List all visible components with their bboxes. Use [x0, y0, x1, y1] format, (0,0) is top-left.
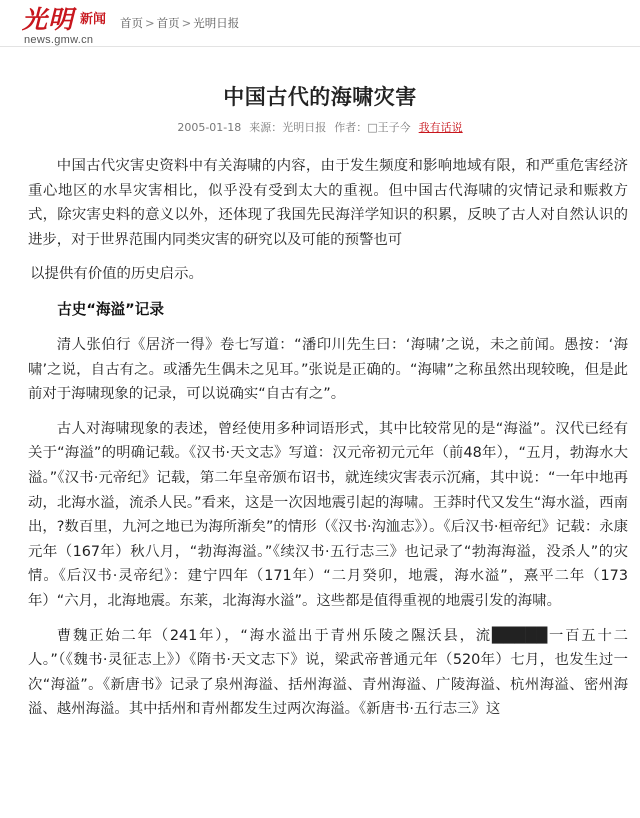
logo-url: news.gmw.cn [24, 34, 94, 46]
breadcrumb-home-1[interactable]: 首页 [120, 16, 143, 30]
site-logo[interactable] [22, 6, 132, 46]
paragraph-intro: 中国古代灾害史资料中有关海啸的内容，由于发生频度和影响地域有限，和严重危害经济重心地区的水旱灾害相比，似乎没有受到太大的重视。但中国古代海啸的灾情记录和赈救方式，除灾害史料的意义以外，还体现了我国先民海洋学知识的积累，反映了古人对自然认识的进步，对于世界范围内同类灾害的研究以及可能的预警也可 [28, 158, 628, 248]
article-title: 中国古代的海啸灾害 [223, 85, 417, 110]
article-source: 来源：光明日报 [249, 121, 327, 134]
paragraph-section-3: 曹魏正始二年（241年），“海水溢出于青州乐陵之隰沃县，流█████一百五十二人。”（《魏书·灵征志上》）《隋书·天文志下》说，梁武帝普通元年（520年）七月，也发生过一次“海溢”。《新唐书》记录了泉州海溢、括州海溢、青州海溢、广陵海溢、杭州海溢、密州海溢、越州海溢。其中括州和青州都发生过两次海溢。《新唐书·五行志三》这 [28, 627, 628, 718]
breadcrumb-home-2[interactable]: 首页 [156, 16, 180, 30]
breadcrumb-guangming-daily[interactable]: 光明日报 [193, 16, 240, 30]
comment-link[interactable]: 我有话说 [418, 121, 463, 134]
paragraph-section-1: 清人张伯行《居济一得》卷七写道：“潘印川先生曰：‘海啸’之说，未之前闻。愚按：‘海啸’之说，自古有之。或潘先生偶未之见耳。”张说是正确的。“海啸”之称虽然出现较晚，但是此前对于海啸现象的记录，可以说确实“自古有之”。 [28, 336, 628, 403]
logo-brand-text: 光明 [22, 5, 75, 34]
breadcrumb-separator: > [181, 16, 192, 30]
paragraph-intro-continued: 以提供有价值的历史启示。 [30, 266, 203, 283]
paragraph-section-2: 古人对海啸现象的表述，曾经使用多种词语形式，其中比较常见的是“海溢”。汉代已经有关于“海溢”的明确记载。《汉书·天文志》写道：汉元帝初元元年（前48年），“五月，勃海水大溢。”《汉书·元帝纪》记载，第二年皇帝颁布诏书，就连续灾害表示沉痛，其中说：“一年中地再动，北海水溢，流杀人民。”看来，这是一次因地震引起的海啸。王莽时代又发生“海水溢，西南出，?数百里，九河之地已为海所渐矣”的情形（《汉书·沟洫志》）。《后汉书·桓帝纪》记载：永康元年（167年）秋八月，“勃海海溢。”《续汉书·五行志三》也记录了“勃海海溢，没杀人”的灾情。《后汉书·灵帝纪》：建宁四年（171年）“二月癸卯，地震，海水溢”，熹平二年（173年）“六月，北海地震。东莱，北海海水溢”。这些都是值得重视的地震引发的海啸。 [28, 420, 628, 609]
header-divider [0, 46, 640, 47]
article-body [28, 154, 628, 722]
site-header [0, 0, 640, 48]
article-author: 作者：□王子今 [334, 121, 411, 134]
section-heading: 古史“海溢”记录 [57, 300, 164, 318]
article-meta [0, 121, 640, 135]
breadcrumb [120, 16, 239, 30]
logo-news-text: 新闻 [80, 12, 107, 27]
breadcrumb-separator: > [145, 16, 155, 30]
article-date: 2005-01-18 [177, 121, 242, 134]
